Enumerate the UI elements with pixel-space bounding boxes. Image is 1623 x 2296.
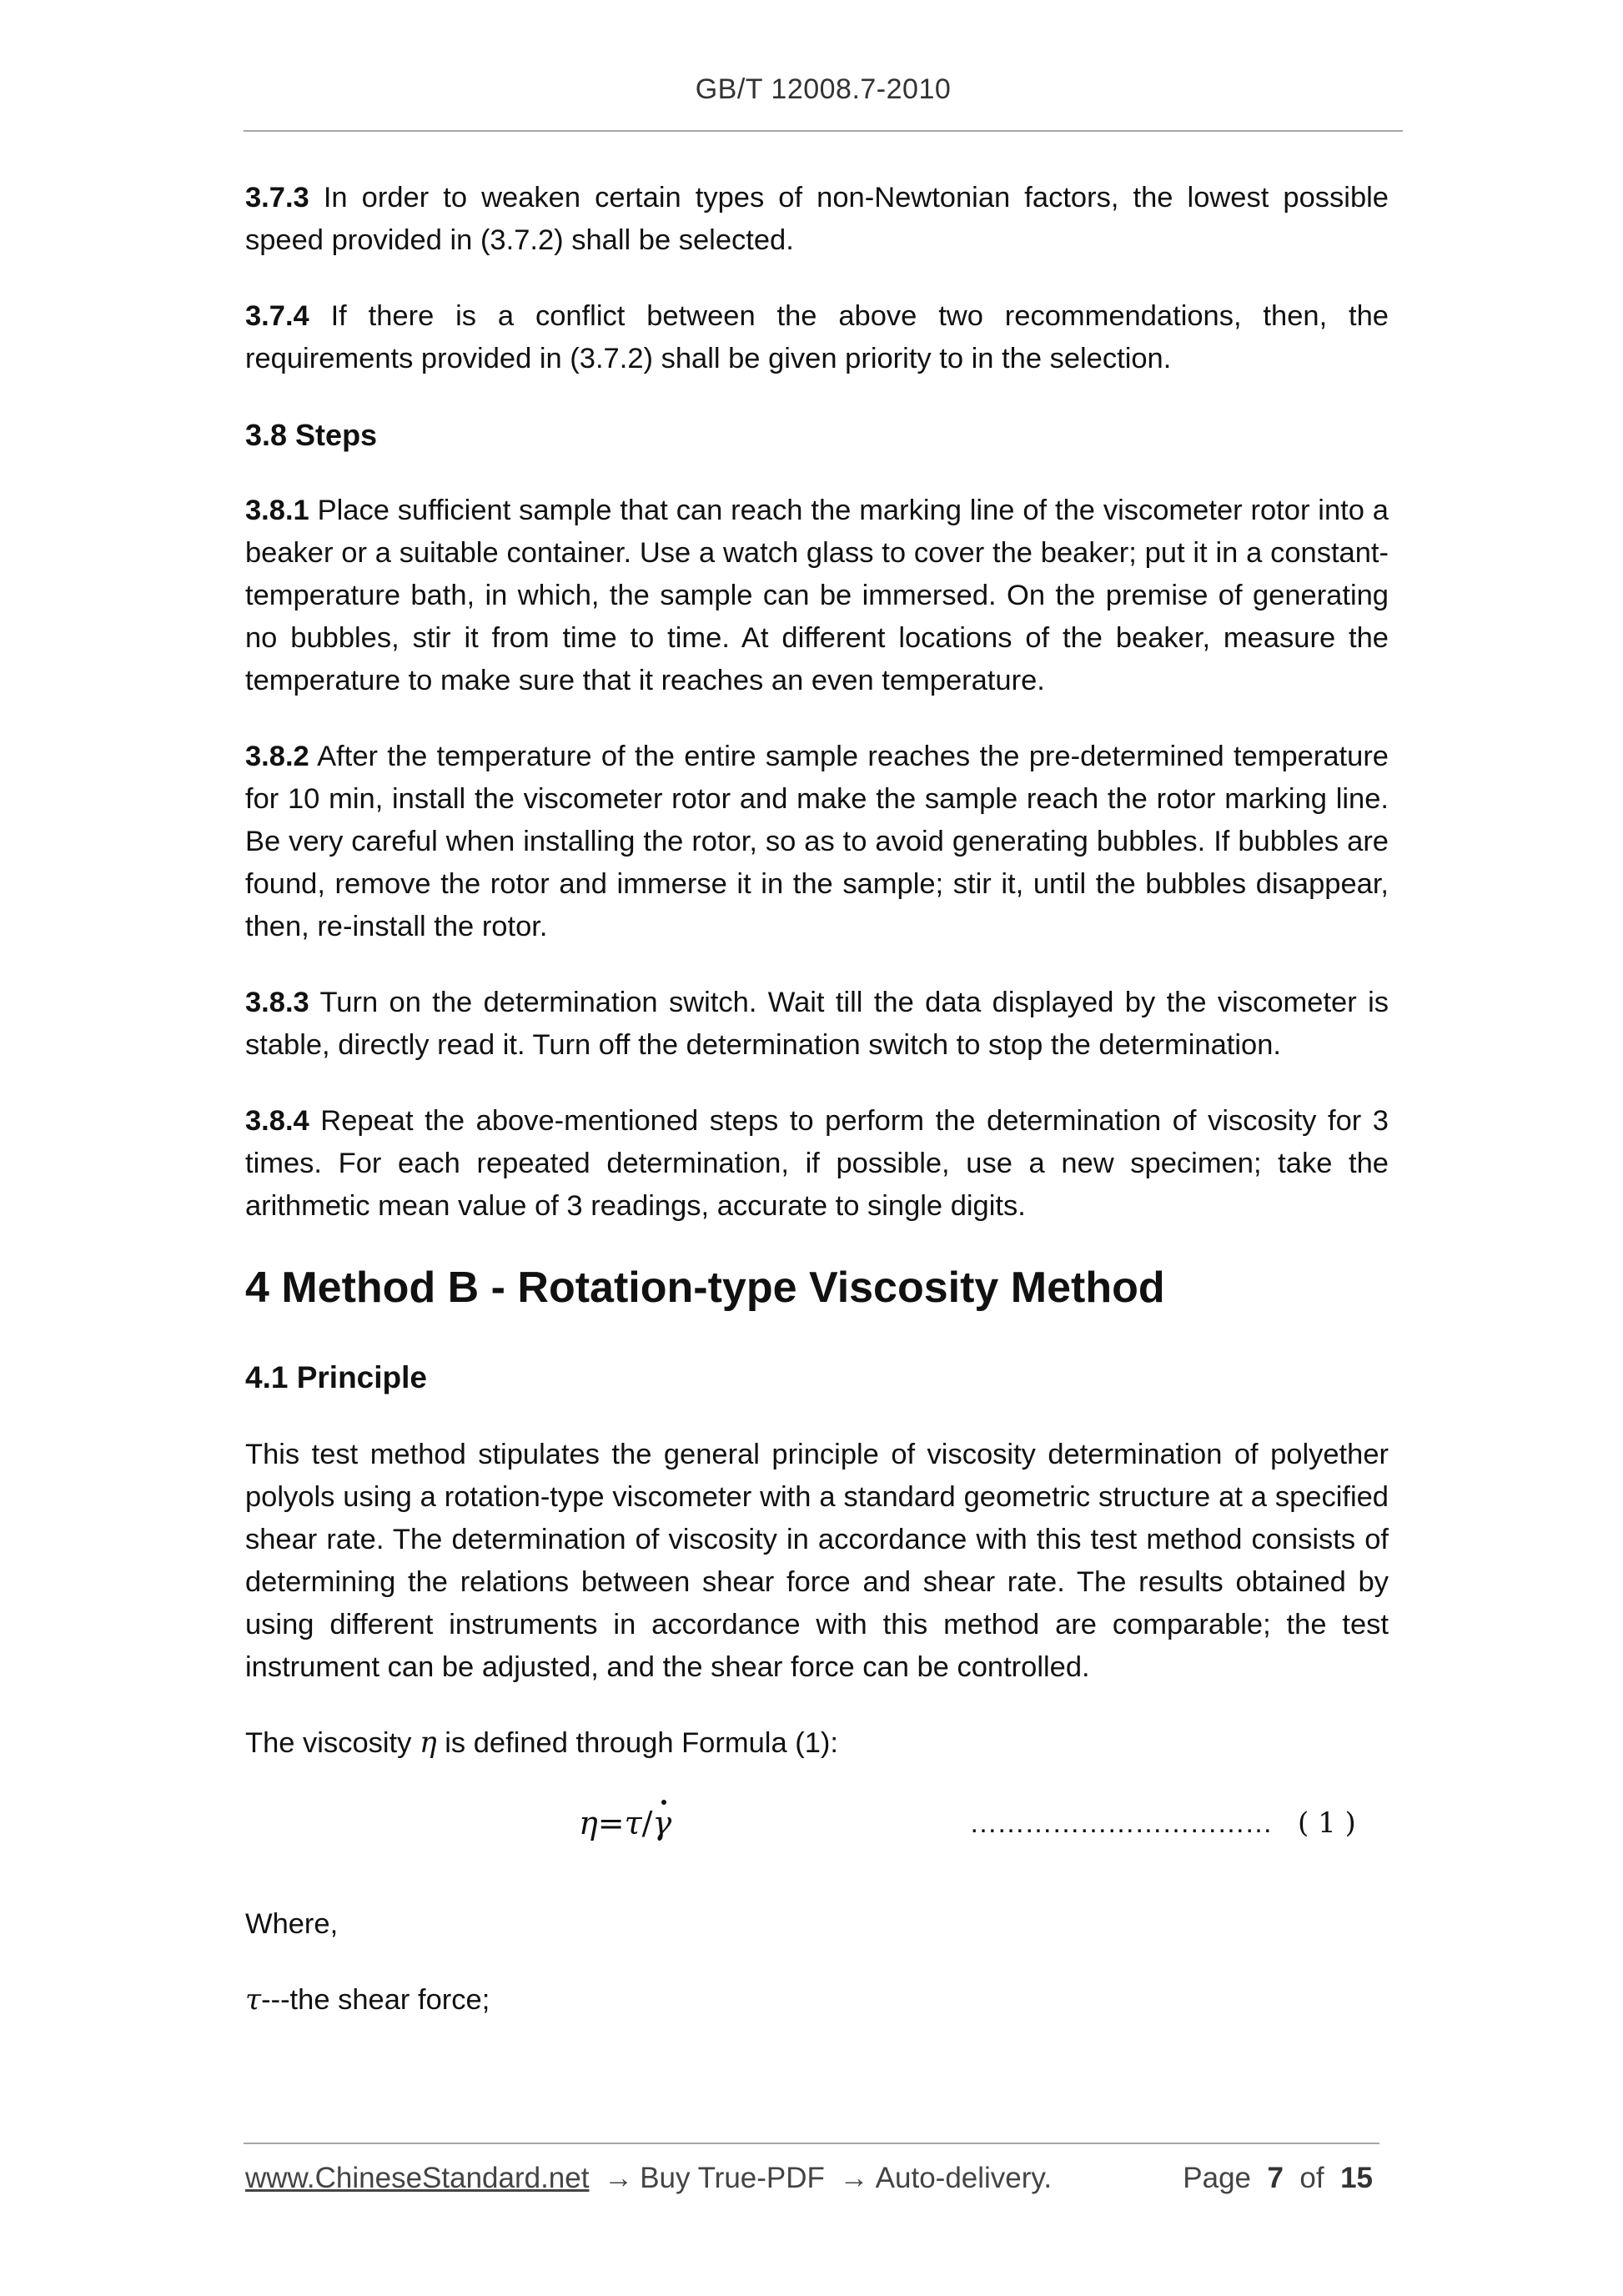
clause-number: 3.8.4: [245, 1105, 309, 1137]
heading-4-1-principle: 4.1 Principle: [245, 1360, 427, 1394]
viscosity-intro: [245, 1722, 1389, 1765]
clause-3-7-4: [245, 295, 1389, 380]
formula-equals: =: [597, 1805, 625, 1841]
page-current: 7: [1267, 2162, 1284, 2194]
auto-delivery-text: Auto-delivery.: [875, 2162, 1053, 2194]
formula-1: [245, 1798, 1389, 1856]
formula-leader-dots: ……………………………: [969, 1807, 1272, 1839]
clause-text: Turn on the determination switch. Wait till the data displayed by the viscometer is stable, directly read it. Turn off the determination switch to stop the determination.: [245, 987, 1389, 1061]
clause-number: 3.7.4: [245, 300, 309, 332]
clause-text: Place sufficient sample that can reach the marking line of the viscometer rotor into a beaker or a suitable container. Use a watch glass to cover the beaker; put it in a constant-temperature bath, in which, the sample can be immersed. On the premise of generating no bubbles, stir it from time to time. At different locations of the beaker, measure the temperature to make sure that it reaches an even temperature.: [245, 495, 1389, 696]
clause-3-8-3: [245, 982, 1389, 1067]
formula-number: ( 1 ): [1298, 1806, 1356, 1840]
formula-gamma-dot: γ: [652, 1798, 671, 1848]
clause-3-8-4: [245, 1100, 1389, 1228]
tau-symbol: τ: [245, 1983, 262, 2017]
clause-number: 3.8.2: [245, 741, 309, 772]
eta-symbol: η: [419, 1726, 437, 1760]
formula-expression: [579, 1798, 671, 1848]
clause-3-8-2: [245, 736, 1389, 948]
clause-number: 3.8.3: [245, 987, 309, 1018]
intro-text-after: is defined through Formula (1):: [436, 1727, 838, 1759]
website-link[interactable]: www.ChineseStandard.net: [245, 2162, 590, 2194]
formula-slash: /: [641, 1805, 653, 1841]
tau-definition: [245, 1979, 1389, 2022]
document-body: [245, 177, 1389, 2055]
clause-text: Repeat the above-mentioned steps to perform the determination of viscosity for 3 times. For each repeated determination, if possible, use a new specimen; take the arithmetic mean value of 3 readings, accurate to single digits.: [245, 1105, 1389, 1222]
arrow-right-icon: →: [839, 2162, 869, 2194]
page-total: 15: [1340, 2162, 1373, 2194]
buy-true-pdf-text: Buy True-PDF: [640, 2162, 825, 2194]
clause-text: After the temperature of the entire sample reaches the pre-determined temperature for 10 min, install the viscometer rotor and make the sample reach the rotor marking line. Be very careful when installing the rotor, so as to avoid generating bubbles. If bubbles are found, remove the rotor and immerse it in the sample; stir it, until the bubbles disappear, then, re-install the rotor.: [245, 741, 1389, 942]
heading-3-8-steps: 3.8 Steps: [245, 418, 378, 452]
clause-number: 3.8.1: [245, 495, 309, 526]
principle-paragraph: This test method stipulates the general principle of viscosity determination of polyether polyols using a rotation-type viscometer with a standard geometric structure at a specified shear rate. The determination of viscosity in accordance with this test method consists of determining the relations between shear force and shear rate. The results obtained by using different instruments in accordance with this method are comparable; the test instrument can be adjusted, and the shear force can be controlled.: [245, 1439, 1389, 1683]
clause-number: 3.7.3: [245, 182, 309, 214]
clause-3-7-3: [245, 177, 1389, 262]
arrow-right-icon: →: [604, 2162, 634, 2194]
clause-3-8-1: [245, 490, 1389, 702]
header-divider: [244, 130, 1403, 132]
page-indicator: [1183, 2162, 1373, 2195]
page-label: Page: [1183, 2162, 1252, 2194]
formula-tau: τ: [624, 1805, 642, 1841]
heading-4-method-b: 4 Method B - Rotation-type Viscosity Method: [245, 1264, 1165, 1312]
standard-code-header: GB/T 12008.7-2010: [695, 73, 952, 105]
tau-definition-text: ---the shear force;: [261, 1984, 490, 2016]
where-label: Where,: [245, 1908, 339, 1940]
footer-divider: [244, 2143, 1379, 2144]
formula-eta: η: [579, 1805, 598, 1841]
page-of: of: [1299, 2162, 1324, 2194]
intro-text-before: The viscosity: [245, 1727, 420, 1759]
clause-text: In order to weaken certain types of non-Newtonian factors, the lowest possible speed provided in (3.7.2) shall be selected.: [245, 182, 1389, 256]
page-footer: [245, 2162, 1381, 2195]
clause-text: If there is a conflict between the above two recommendations, then, the requirements provided in (3.7.2) shall be given priority to in the selection.: [245, 300, 1389, 374]
